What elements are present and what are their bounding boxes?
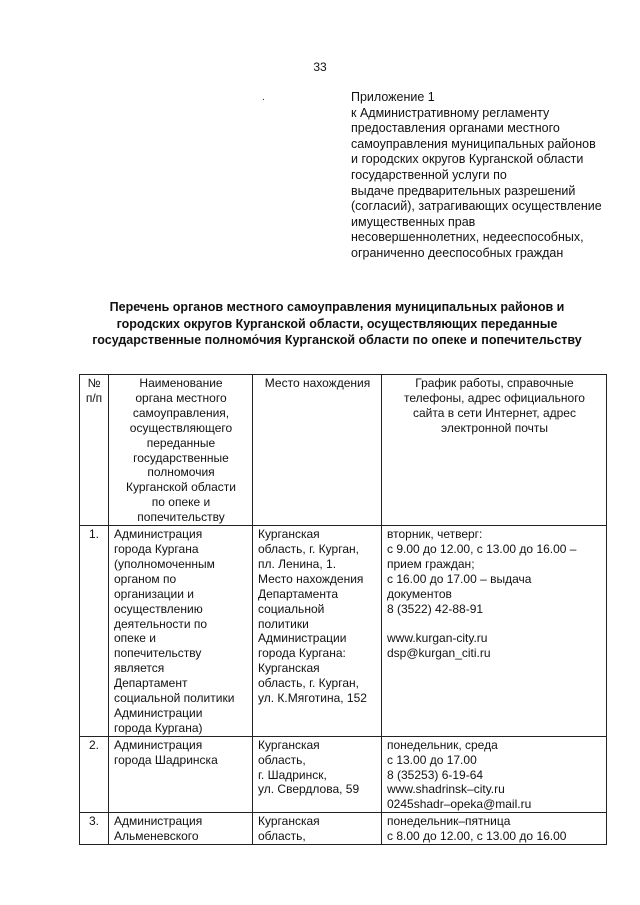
- header-text-line: попечительству: [137, 510, 225, 525]
- header-text-line: по опеке и: [151, 495, 211, 510]
- cell-text-line: города Кургана:: [258, 646, 346, 661]
- cell-text-line: 8 (3522) 42-88-91: [387, 601, 484, 616]
- cell-text-line: города Шадринска: [114, 752, 218, 767]
- header-schedule-cell: [382, 375, 607, 526]
- cell-text-line: социальной: [258, 601, 325, 616]
- row-number-cell: 1.: [80, 526, 109, 737]
- cell-text-line: www.shadrinsk–city.ru: [387, 782, 505, 797]
- appendix-line: Приложение 1: [351, 90, 435, 104]
- cell-text-line: область, г. Курган,: [258, 676, 359, 691]
- cell-text-line: Курганская: [258, 737, 320, 752]
- stray-mark: .: [262, 92, 265, 103]
- authority-name-cell: [109, 526, 253, 737]
- header-text-line: Место нахождения: [264, 376, 371, 390]
- cell-text-line: Администрации: [258, 631, 347, 646]
- cell-text-line: (уполномоченным: [114, 556, 215, 571]
- row-number-cell: 2.: [80, 736, 109, 813]
- table-row: [80, 736, 607, 813]
- cell-text-line: [387, 617, 602, 632]
- table-row: [80, 526, 607, 737]
- appendix-line: к Административному регламенту: [351, 105, 550, 120]
- cell-text-line: Альменевского: [114, 829, 199, 844]
- appendix-header: [351, 90, 621, 262]
- cell-text-line: с 13.00 до 17.00: [387, 752, 477, 767]
- cell-text-line: Курганская: [258, 661, 320, 676]
- header-text-line: №: [87, 376, 101, 390]
- cell-text-line: область,: [258, 829, 306, 844]
- location-cell: [253, 813, 382, 845]
- title-line: государственные полномо́чия Курганской области по опеке и попечительству: [92, 333, 582, 347]
- cell-text-line: прием граждан;: [387, 556, 475, 571]
- cell-text-line: является: [114, 661, 165, 676]
- cell-text-line: Департамента: [258, 586, 339, 601]
- cell-text-line: понедельник, среда: [387, 737, 498, 752]
- cell-text-line: область,: [258, 752, 306, 767]
- appendix-line: самоуправления муниципальных районов: [351, 136, 596, 151]
- page-number: 33: [313, 60, 327, 74]
- cell-text-line: Курганская: [258, 527, 320, 542]
- appendix-line: предоставления органами местного: [351, 121, 560, 136]
- header-text-line: Курганской области: [126, 480, 236, 495]
- authorities-table: [79, 374, 607, 845]
- header-text-line: электронной почты: [440, 420, 548, 435]
- appendix-line: государственной услуги по: [351, 167, 507, 182]
- cell-text-line: пл. Ленина, 1.: [258, 556, 337, 571]
- cell-text-line: документов: [387, 586, 452, 601]
- cell-text-line: попечительству: [114, 646, 202, 661]
- header-text-line: Наименование: [139, 376, 223, 390]
- cell-text-line: с 9.00 до 12.00, с 13.00 до 16.00 –: [387, 541, 577, 556]
- location-cell: [253, 526, 382, 737]
- cell-text-line: г. Шадринск,: [258, 767, 327, 782]
- cell-text-line: организации и: [114, 586, 194, 601]
- cell-text-line: Курганская: [258, 814, 320, 829]
- appendix-line: и городских округов Курганской области: [351, 152, 584, 167]
- schedule-cell: [382, 526, 607, 737]
- cell-text-line: вторник, четверг:: [387, 527, 483, 542]
- appendix-line: выдаче предварительных разрешений: [351, 183, 576, 198]
- cell-text-line: 0245shadr–opeka@mail.ru: [387, 797, 532, 812]
- cell-text-line: 8 (35253) 6-19-64: [387, 767, 484, 782]
- cell-text-line: Администрация: [114, 527, 203, 542]
- header-text-line: полномочия: [147, 465, 215, 480]
- cell-text-line: социальной политики: [114, 691, 235, 706]
- header-text-line: п/п: [85, 390, 103, 405]
- schedule-cell: [382, 813, 607, 845]
- schedule-cell: [382, 736, 607, 813]
- cell-text-line: www.kurgan-city.ru: [387, 631, 488, 646]
- appendix-line: ограниченно дееспособных граждан: [351, 245, 564, 260]
- appendix-line: имущественных прав: [351, 214, 476, 229]
- header-text-line: График работы, справочные: [415, 376, 574, 390]
- appendix-line: несовершеннолетних, недееспособных,: [351, 230, 584, 245]
- cell-text-line: понедельник–пятница: [387, 814, 511, 829]
- title-line: городских округов Курганской области, осуществляющих переданные: [116, 316, 558, 331]
- cell-text-line: область, г. Курган,: [258, 541, 359, 556]
- header-name-cell: [109, 375, 253, 526]
- header-text-line: государственные: [133, 450, 229, 465]
- header-text-line: переданные: [146, 435, 216, 450]
- cell-text-line: Администрация: [114, 737, 203, 752]
- cell-text-line: Администрация: [114, 814, 203, 829]
- authority-name-cell: [109, 813, 253, 845]
- table-row: [80, 813, 607, 845]
- header-location-cell: [253, 375, 382, 526]
- cell-text-line: Департамент: [114, 676, 188, 691]
- header-text-line: самоуправления,: [132, 405, 230, 420]
- header-text-line: осуществляющего: [129, 420, 233, 435]
- cell-text-line: политики: [258, 616, 309, 631]
- cell-text-line: Место нахождения: [258, 571, 364, 586]
- cell-text-line: города Кургана: [114, 541, 199, 556]
- location-cell: [253, 736, 382, 813]
- cell-text-line: органом по: [114, 571, 177, 586]
- cell-text-line: dsp@kurgan_citi.ru: [387, 646, 491, 661]
- header-text-line: телефоны, адрес официального: [404, 390, 585, 405]
- appendix-line: (согласий), затрагивающих осуществление: [351, 199, 602, 214]
- title-line: Перечень органов местного самоуправления муниципальных районов и: [109, 300, 565, 314]
- cell-text-line: с 16.00 до 17.00 – выдача: [387, 571, 532, 586]
- authority-name-cell: [109, 736, 253, 813]
- cell-text-line: ул. Свердлова, 59: [258, 782, 360, 797]
- cell-text-line: города Кургана): [114, 720, 203, 735]
- header-text-line: сайта в сети Интернет, адрес: [413, 405, 576, 420]
- document-title: [70, 299, 604, 349]
- header-text-line: органа местного: [135, 390, 227, 405]
- header-num-cell: [80, 375, 109, 526]
- table-header-row: [80, 375, 607, 526]
- cell-text-line: с 8.00 до 12.00, с 13.00 до 16.00: [387, 829, 567, 844]
- cell-text-line: опеке и: [114, 631, 156, 646]
- row-number-cell: 3.: [80, 813, 109, 845]
- cell-text-line: Администрации: [114, 705, 203, 720]
- cell-text-line: осуществлению: [114, 601, 203, 616]
- cell-text-line: деятельности по: [114, 616, 208, 631]
- cell-text-line: ул. К.Мяготина, 152: [258, 691, 367, 706]
